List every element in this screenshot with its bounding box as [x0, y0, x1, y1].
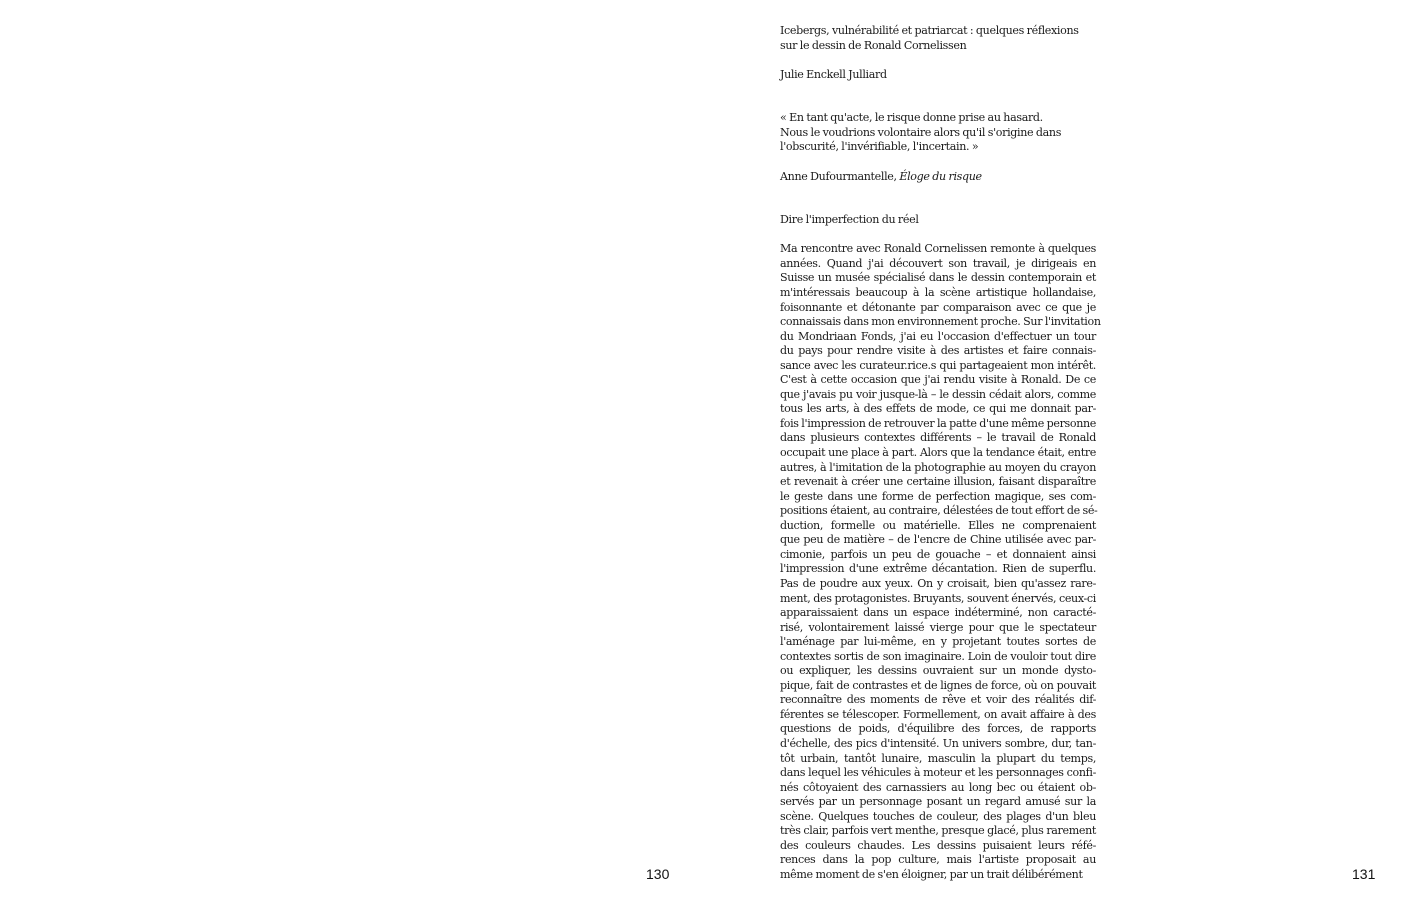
body-text-line: très clair, parfois vert menthe, presque glacé, plus rarement — [780, 824, 1096, 838]
left-page — [0, 0, 706, 912]
body-text-line: apparaissaient dans un espace indéterminé, non caracté- — [780, 606, 1096, 620]
body-text-line: que j'avais pu voir jusque-là – le dessin cédait alors, comme — [780, 387, 1096, 401]
right-page — [706, 0, 1413, 912]
body-text-line: ou expliquer, les dessins ouvraient sur un monde dysto- — [780, 664, 1096, 678]
body-text-line: autres, à l'imitation de la photographie au moyen du crayon — [780, 460, 1096, 474]
body-text-line: Pas de poudre aux yeux. On y croisait, bien qu'assez rare- — [780, 576, 1096, 590]
article-title-line: sur le dessin de Ronald Cornelissen — [780, 38, 967, 52]
body-text-line: dans lequel les véhicules à moteur et les personnages confi- — [780, 766, 1096, 780]
body-text-line: du Mondriaan Fonds, j'ai eu l'occasion d'effectuer un tour — [780, 329, 1096, 343]
body-text-line: occupait une place à part. Alors que la tendance était, entre — [780, 446, 1096, 460]
body-text-line: foisonnante et détonante par comparaison avec ce que je — [780, 300, 1096, 314]
body-text-line: rences dans la pop culture, mais l'artiste proposait au — [780, 853, 1096, 867]
attribution-book-title: Éloge du risque — [899, 169, 982, 183]
body-text-line: et revenait à créer une certaine illusion, faisant disparaître — [780, 475, 1096, 489]
body-text-line: l'impression d'une extrême décantation. Rien de superflu. — [780, 562, 1096, 576]
body-text-line: C'est à cette occasion que j'ai rendu visite à Ronald. De ce — [780, 373, 1096, 387]
article-title-line: Icebergs, vulnérabilité et patriarcat : quelques réflexions — [780, 24, 1079, 37]
article-title — [780, 24, 1096, 53]
body-paragraph — [780, 242, 1101, 882]
body-text-line: Ma rencontre avec Ronald Cornelissen remonte à quelques — [780, 242, 1096, 256]
body-text-line: connaissais dans mon environnement proche. Sur l'invitation — [780, 315, 1101, 329]
body-text-line: fois l'impression de retrouver la patte d'une même personne — [780, 416, 1096, 430]
epigraph-line: « En tant qu'acte, le risque donne prise au hasard. — [780, 111, 1043, 125]
body-text-line: cimonie, parfois un peu de gouache – et donnaient ainsi — [780, 547, 1096, 561]
body-text-line: années. Quand j'ai découvert son travail, je dirigeais en — [780, 256, 1096, 270]
body-text-line: pique, fait de contrastes et de lignes de force, où on pouvait — [780, 678, 1096, 692]
body-text-line: dans plusieurs contextes différents – le travail de Ronald — [780, 431, 1096, 445]
body-text-line: servés par un personnage posant un regard amusé sur la — [780, 795, 1096, 809]
body-text-line: reconnaître des moments de rêve et voir des réalités dif- — [780, 693, 1096, 707]
attribution-name: Anne Dufourmantelle, — [780, 169, 900, 183]
epigraph-line: Nous le voudrions volontaire alors qu'il s'origine dans — [780, 125, 1062, 139]
article-author: Julie Enckell Julliard — [780, 67, 887, 81]
body-text-line: risé, volontairement laissé vierge pour que le spectateur — [780, 620, 1096, 634]
epigraph-line: l'obscurité, l'invérifiable, l'incertain. » — [780, 140, 979, 154]
body-text-line: positions étaient, au contraire, délestées de tout effort de sé- — [780, 504, 1098, 518]
body-text-line: sance avec les curateur.rice.s qui partageaient mon intérêt. — [780, 358, 1096, 372]
body-text-line: l'aménage par lui-même, en y projetant toutes sortes de — [780, 635, 1096, 649]
body-text-line: Suisse un musée spécialisé dans le dessin contemporain et — [780, 271, 1096, 285]
body-text-line: tôt urbain, tantôt lunaire, masculin la plupart du temps, — [780, 751, 1096, 765]
body-text-line: m'intéressais beaucoup à la scène artistique hollandaise, — [780, 286, 1096, 300]
body-text-line: même moment de s'en éloigner, par un trait délibérément — [780, 867, 1083, 881]
left-page-number: 130 — [646, 866, 670, 882]
body-text-line: férentes se télescoper. Formellement, on avait affaire à des — [780, 707, 1096, 721]
epigraph-quote — [780, 111, 1096, 155]
section-heading: Dire l'imperfection du réel — [780, 213, 919, 227]
body-text-line: du pays pour rendre visite à des artistes et faire connais- — [780, 344, 1096, 358]
body-text-line: des couleurs chaudes. Les dessins puisaient leurs réfé- — [780, 838, 1096, 852]
body-text-line: ment, des protagonistes. Bruyants, souvent énervés, ceux-ci — [780, 591, 1096, 605]
body-text-line: d'échelle, des pics d'intensité. Un univers sombre, dur, tan- — [780, 736, 1096, 750]
body-text-line: tous les arts, à des effets de mode, ce qui me donnait par- — [780, 402, 1096, 416]
body-text-line: le geste dans une forme de perfection magique, ses com- — [780, 489, 1096, 503]
right-page-number: 131 — [1352, 866, 1376, 882]
body-text-line: nés côtoyaient des carnassiers au long bec ou étaient ob- — [780, 780, 1096, 794]
body-text-line: scène. Quelques touches de couleur, des plages d'un bleu — [780, 809, 1096, 823]
article-text-column — [780, 24, 1101, 882]
body-text-line: questions de poids, d'équilibre des forces, de rapports — [780, 722, 1096, 736]
body-text-line: contextes sortis de son imaginaire. Loin de vouloir tout dire — [780, 649, 1096, 663]
body-text-line: que peu de matière – de l'encre de Chine utilisée avec par- — [780, 533, 1096, 547]
epigraph-attribution — [780, 170, 1096, 185]
body-text-line: duction, formelle ou matérielle. Elles ne comprenaient — [780, 518, 1096, 532]
